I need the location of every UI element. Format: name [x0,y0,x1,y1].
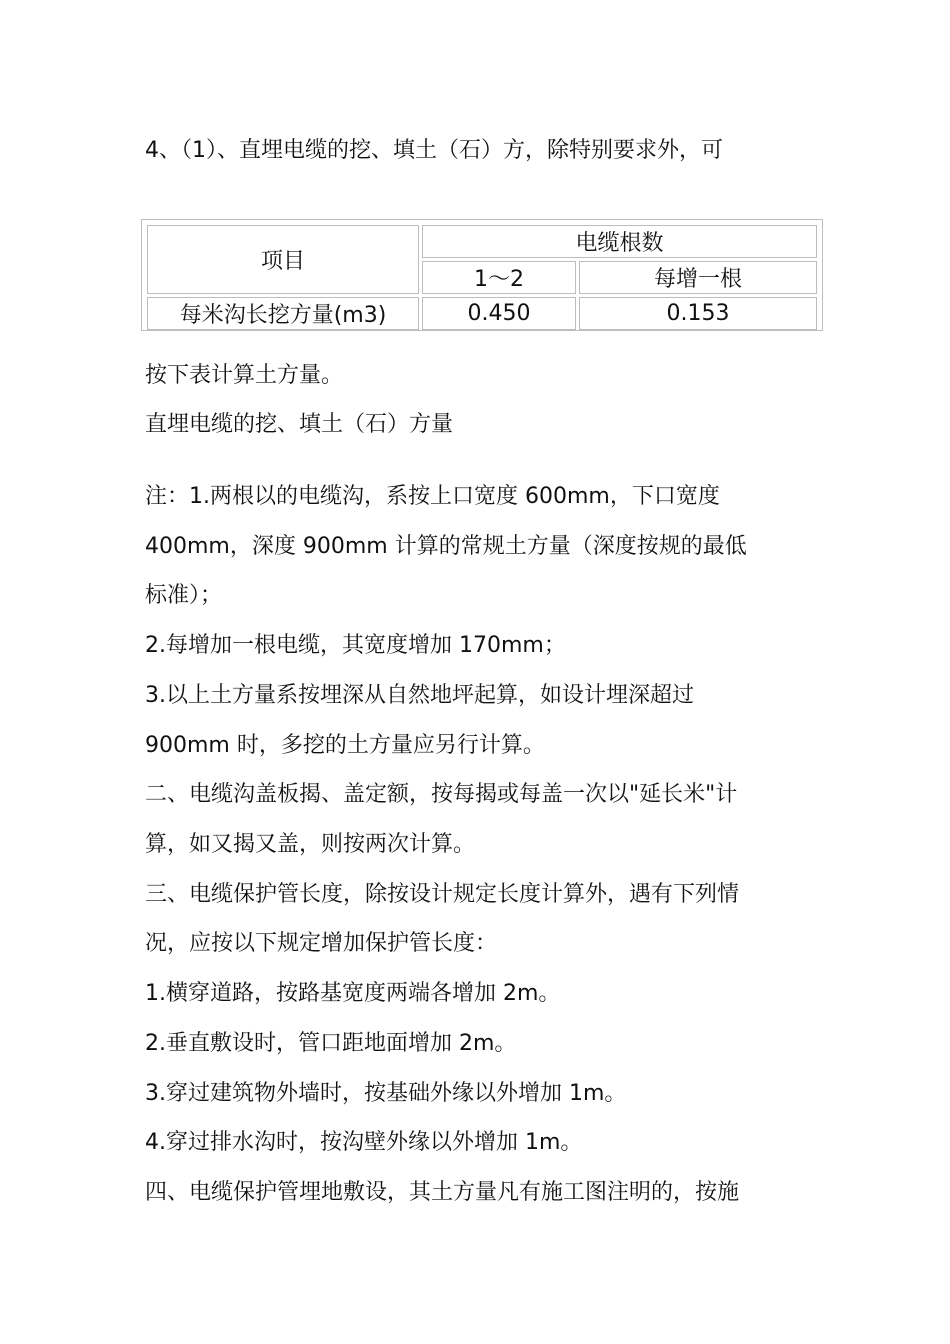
paragraph-line: 注：1.两根以的电缆沟，系按上口宽度 600mm，下口宽度 [145,484,720,509]
paragraph-line: 1.横穿道路，按路基宽度两端各增加 2m。 [145,981,561,1006]
paragraph-line: 3.穿过建筑物外墙时，按基础外缘以外增加 1m。 [145,1081,627,1106]
paragraph-line: 标准）； [145,583,223,608]
paragraph-line: 2.每增加一根电缆，其宽度增加 170mm； [145,633,566,658]
header-cable-count: 电缆根数 [422,225,817,258]
row-value-2: 0.153 [579,297,817,330]
paragraph-line: 4.穿过排水沟时，按沟壁外缘以外增加 1m。 [145,1130,583,1155]
paragraph-line: 直埋电缆的挖、填土（石）方量 [145,412,454,437]
row-label: 每米沟长挖方量(m3) [147,297,419,330]
header-each-additional: 每增一根 [579,261,817,294]
paragraph-line: 400mm，深度 900mm 计算的常规土方量（深度按规的最低 [145,534,747,559]
header-item: 项目 [147,225,419,294]
paragraph-line: 算，如又揭又盖，则按两次计算。 [145,832,476,857]
earthwork-table [141,219,823,331]
paragraph-line: 况，应按以下规定增加保护管长度： [145,931,498,956]
paragraph-line: 二、电缆沟盖板揭、盖定额，按每揭或每盖一次以"延长米"计 [145,782,738,807]
header-1-2: 1～2 [422,261,576,294]
paragraph-line: 三、电缆保护管长度，除按设计规定长度计算外，遇有下列情 [145,882,740,907]
paragraph-line: 2.垂直敷设时，管口距地面增加 2m。 [145,1031,517,1056]
paragraph-line: 四、电缆保护管埋地敷设，其土方量凡有施工图注明的，按施 [145,1180,740,1205]
heading-line: 4、（1）、直埋电缆的挖、填土（石）方，除特别要求外，可 [145,138,723,163]
paragraph-line: 900mm 时，多挖的土方量应另行计算。 [145,733,545,758]
paragraph-line: 3.以上土方量系按埋深从自然地坪起算，如设计埋深超过 [145,683,694,708]
row-value-1: 0.450 [422,297,576,330]
paragraph-line: 按下表计算土方量。 [145,363,344,388]
